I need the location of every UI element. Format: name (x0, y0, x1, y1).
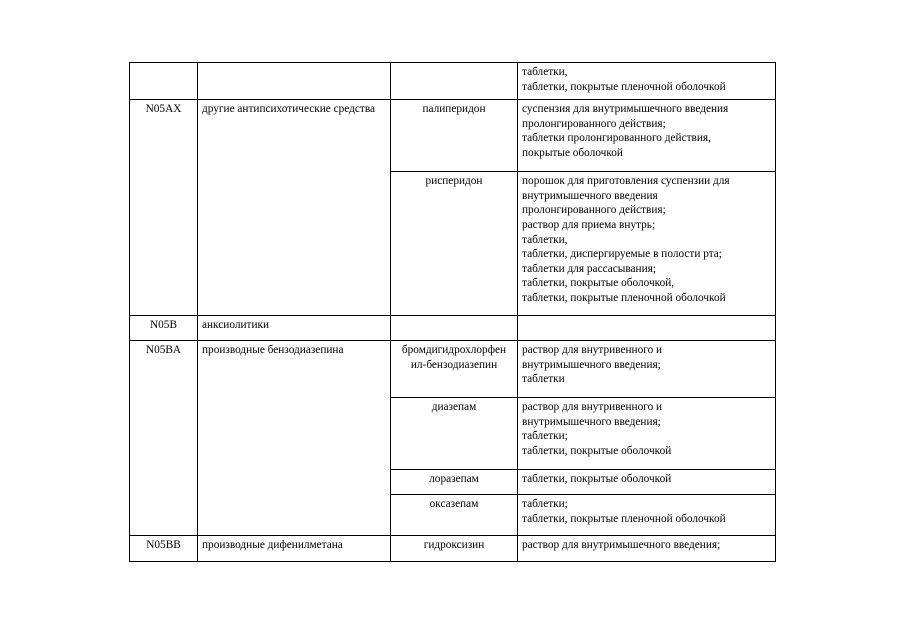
drug-name-cell: гидроксизин (391, 536, 518, 562)
drug-classification-table (129, 62, 776, 562)
table-row (130, 63, 776, 100)
dosage-form-cell (518, 495, 776, 536)
drug-name-cell (391, 341, 518, 398)
drug-name-cell: рисперидон (391, 172, 518, 316)
dosage-form-line: внутримышечного введения (522, 189, 658, 202)
group-cell: другие антипсихотические средства (198, 100, 391, 316)
dosage-form-cell (518, 100, 776, 172)
dosage-form-line: раствор для внутримышечного введения; (522, 539, 721, 552)
dosage-form-line: порошок для приготовления суспензии для (522, 175, 730, 188)
dosage-form-line: суспензия для внутримышечного введения (522, 103, 729, 116)
dosage-form-cell (518, 63, 776, 100)
dosage-form-cell (518, 316, 776, 341)
dosage-form-line: таблетки; (522, 430, 568, 443)
drug-name-cell: диазепам (391, 398, 518, 470)
drug-name-cell: лоразепам (391, 470, 518, 495)
dosage-form-line: внутримышечного введения; (522, 415, 661, 428)
atc-code-cell: N05BA (130, 341, 198, 536)
dosage-form-line: пролонгированного действия; (522, 204, 666, 217)
dosage-form-line: раствор для приема внутрь; (522, 218, 656, 231)
table-row (130, 316, 776, 341)
dosage-form-line: таблетки (522, 373, 565, 386)
drug-name-cell (391, 316, 518, 341)
dosage-form-line: таблетки, покрытые оболочкой (522, 444, 672, 457)
dosage-form-line: таблетки, покрытые оболочкой, (522, 277, 675, 290)
dosage-form-line: таблетки, (522, 66, 568, 78)
dosage-form-line: пролонгированного действия; (522, 117, 666, 130)
dosage-form-line: таблетки; (522, 498, 568, 511)
dosage-form-line: таблетки, покрытые пленочной оболочкой (522, 512, 726, 525)
table-row (130, 100, 776, 172)
drug-name-line: ил-бензодиазепин (410, 358, 498, 371)
dosage-form-cell (518, 398, 776, 470)
drug-name-line: бромдигидрохлорфен (401, 344, 507, 357)
dosage-form-line: покрытые оболочкой (522, 146, 623, 159)
dosage-form-line: раствор для внутривенного и (522, 344, 663, 357)
dosage-form-cell (518, 172, 776, 316)
group-cell (198, 63, 391, 100)
table-row (130, 341, 776, 398)
dosage-form-line: таблетки для рассасывания; (522, 262, 656, 275)
dosage-form-line: раствор для внутривенного и (522, 401, 663, 414)
dosage-form-line: таблетки, (522, 233, 568, 246)
atc-code-cell: N05BB (130, 536, 198, 562)
atc-code-cell: N05AX (130, 100, 198, 316)
dosage-form-cell (518, 536, 776, 562)
dosage-form-line: внутримышечного введения; (522, 358, 661, 371)
drug-name-cell: палиперидон (391, 100, 518, 172)
drug-name-cell: оксазепам (391, 495, 518, 536)
dosage-form-cell (518, 341, 776, 398)
dosage-form-line: таблетки пролонгированного действия, (522, 132, 711, 145)
dosage-form-line: таблетки, покрытые пленочной оболочкой (522, 291, 726, 304)
dosage-form-line: таблетки, диспергируемые в полости рта; (522, 248, 722, 261)
dosage-form-cell (518, 470, 776, 495)
group-cell: анксиолитики (198, 316, 391, 341)
atc-code-cell (130, 63, 198, 100)
atc-code-cell: N05B (130, 316, 198, 341)
dosage-form-line: таблетки, покрытые пленочной оболочкой (522, 80, 726, 93)
table-row (130, 536, 776, 562)
group-cell: производные дифенилметана (198, 536, 391, 562)
drug-name-cell (391, 63, 518, 100)
dosage-form-line: таблетки, покрытые оболочкой (522, 473, 672, 486)
group-cell: производные бензодиазепина (198, 341, 391, 536)
